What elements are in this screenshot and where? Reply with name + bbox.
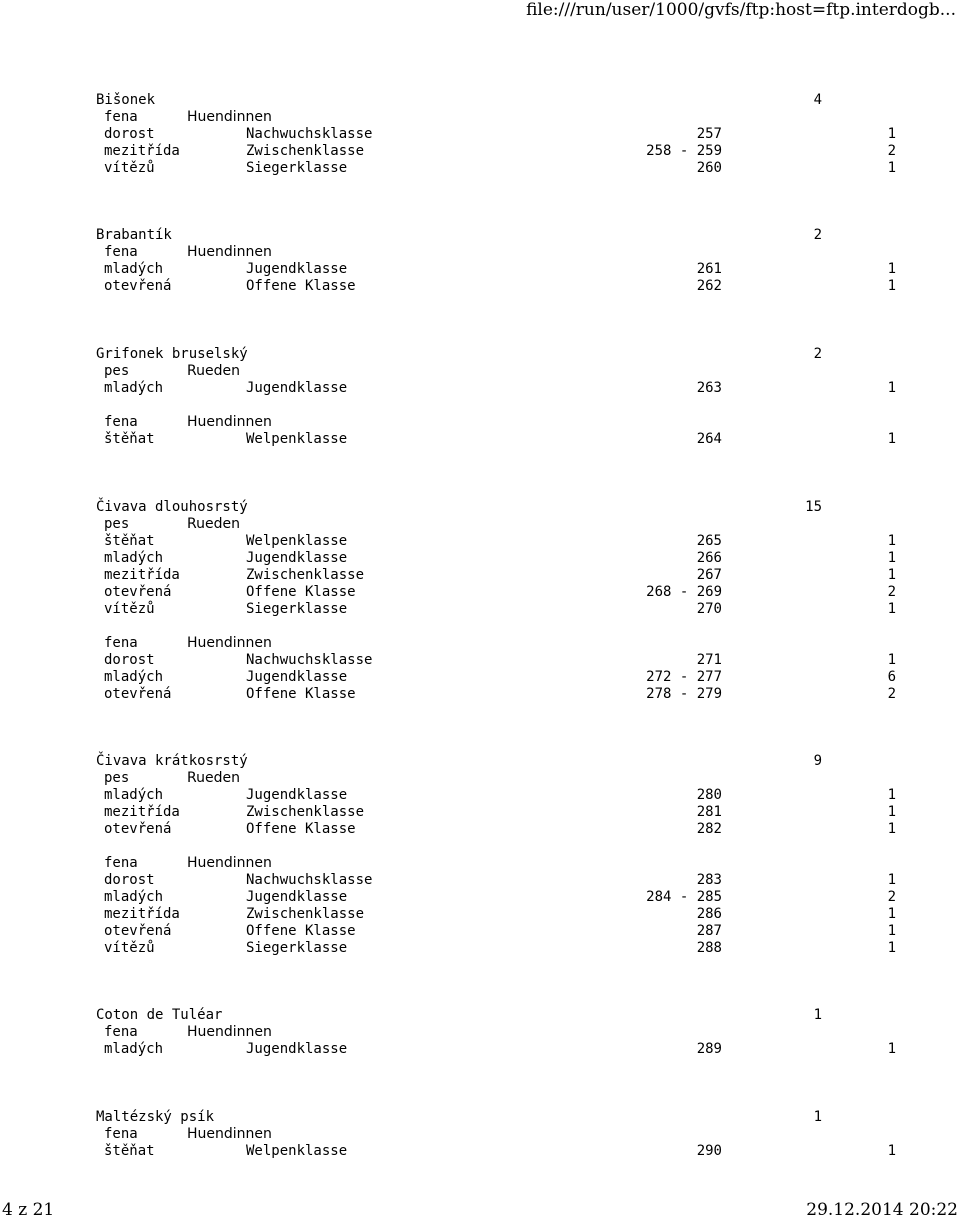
sex-header (0, 855, 960, 872)
class-name-cz: dorost (104, 126, 155, 142)
entry-count: 6 (887, 669, 896, 685)
breed-name: Maltézský psík (96, 1109, 215, 1125)
breed-header (0, 346, 960, 363)
catalog-numbers: 278 - 279 (646, 686, 722, 702)
catalog-numbers: 286 (696, 906, 722, 922)
catalog-numbers: 264 (696, 431, 722, 447)
catalog-numbers: 268 - 269 (646, 584, 722, 600)
breed-name: Brabantík (96, 227, 172, 243)
sex-label-de: Rueden (187, 363, 240, 379)
breed-header (0, 227, 960, 244)
class-row (0, 889, 960, 906)
catalog-numbers: 284 - 285 (646, 889, 722, 905)
catalog-numbers: 260 (696, 160, 722, 176)
class-name-de: Offene Klasse (246, 278, 356, 294)
breed-total: 4 (813, 92, 822, 108)
entry-count: 1 (887, 550, 896, 566)
sex-label-cz: fena (104, 1126, 138, 1142)
catalog-numbers: 263 (696, 380, 722, 396)
class-name-cz: mezitřída (104, 804, 180, 820)
breed-name: Čivava krátkosrstý (96, 753, 248, 769)
print-datetime: 29.12.2014 20:22 (806, 1200, 958, 1220)
breed-section (0, 346, 960, 448)
class-row (0, 261, 960, 278)
class-row (0, 940, 960, 957)
catalog-numbers: 282 (696, 821, 722, 837)
class-name-de: Offene Klasse (246, 821, 356, 837)
entry-count: 2 (887, 889, 896, 905)
sex-header (0, 635, 960, 652)
class-name-cz: mladých (104, 380, 164, 396)
class-row (0, 923, 960, 940)
entry-count: 1 (887, 906, 896, 922)
class-row (0, 160, 960, 177)
catalog-numbers: 270 (696, 601, 722, 617)
class-name-de: Jugendklasse (246, 669, 348, 685)
class-name-de: Offene Klasse (246, 923, 356, 939)
class-name-de: Jugendklasse (246, 380, 348, 396)
sex-label-cz: pes (104, 363, 130, 379)
page-url: file:///run/user/1000/gvfs/ftp:host=ftp.interdogb... (526, 0, 956, 20)
catalog-numbers: 290 (696, 1143, 722, 1159)
entry-count: 2 (887, 143, 896, 159)
catalog-numbers: 266 (696, 550, 722, 566)
sex-header (0, 516, 960, 533)
class-name-de: Nachwuchsklasse (246, 652, 373, 668)
class-name-cz: mladých (104, 669, 164, 685)
catalog-numbers: 267 (696, 567, 722, 583)
sex-label-cz: fena (104, 244, 138, 260)
catalog-numbers: 262 (696, 278, 722, 294)
class-row (0, 380, 960, 397)
catalog-numbers: 265 (696, 533, 722, 549)
sex-label-de: Huendinnen (187, 635, 272, 651)
breed-total: 1 (813, 1109, 822, 1125)
class-name-de: Zwischenklasse (246, 143, 365, 159)
breed-header (0, 1007, 960, 1024)
class-name-de: Zwischenklasse (246, 804, 365, 820)
entry-count: 2 (887, 686, 896, 702)
class-name-de: Offene Klasse (246, 686, 356, 702)
class-row (0, 804, 960, 821)
breed-name: Čivava dlouhosrstý (96, 499, 248, 515)
entry-count: 1 (887, 821, 896, 837)
catalog-numbers: 272 - 277 (646, 669, 722, 685)
class-row (0, 906, 960, 923)
class-name-cz: otevřená (104, 584, 172, 600)
breed-section (0, 92, 960, 177)
class-name-cz: mladých (104, 1041, 164, 1057)
class-row (0, 601, 960, 618)
sex-label-de: Huendinnen (187, 109, 272, 125)
class-name-cz: vítězů (104, 601, 155, 617)
breed-total: 2 (813, 346, 822, 362)
class-name-de: Siegerklasse (246, 160, 348, 176)
class-name-cz: mezitřída (104, 567, 180, 583)
catalog-numbers: 257 (696, 126, 722, 142)
catalog-numbers: 289 (696, 1041, 722, 1057)
class-name-cz: vítězů (104, 940, 155, 956)
class-row (0, 278, 960, 295)
sex-label-cz: pes (104, 770, 130, 786)
class-row (0, 821, 960, 838)
entry-count: 1 (887, 787, 896, 803)
class-row (0, 143, 960, 160)
class-row (0, 1143, 960, 1160)
sex-label-de: Huendinnen (187, 855, 272, 871)
catalog-numbers: 280 (696, 787, 722, 803)
sex-label-de: Huendinnen (187, 1024, 272, 1040)
entry-count: 1 (887, 380, 896, 396)
class-name-cz: mezitřída (104, 906, 180, 922)
class-name-cz: vítězů (104, 160, 155, 176)
class-name-cz: mladých (104, 550, 164, 566)
entry-count: 1 (887, 1041, 896, 1057)
class-name-cz: mezitřída (104, 143, 180, 159)
sex-label-cz: fena (104, 855, 138, 871)
entry-count: 1 (887, 126, 896, 142)
class-name-cz: mladých (104, 261, 164, 277)
breed-name: Coton de Tuléar (96, 1007, 223, 1023)
class-name-de: Nachwuchsklasse (246, 872, 373, 888)
entry-count: 1 (887, 940, 896, 956)
sex-label-de: Rueden (187, 516, 240, 532)
entry-count: 1 (887, 431, 896, 447)
catalog-numbers: 261 (696, 261, 722, 277)
class-name-de: Welpenklasse (246, 533, 348, 549)
sex-header (0, 1126, 960, 1143)
entry-count: 1 (887, 601, 896, 617)
sex-label-cz: fena (104, 635, 138, 651)
class-name-de: Siegerklasse (246, 601, 348, 617)
sex-label-de: Huendinnen (187, 414, 272, 430)
entry-count: 1 (887, 804, 896, 820)
class-row (0, 126, 960, 143)
class-row (0, 872, 960, 889)
sex-header (0, 363, 960, 380)
class-name-cz: otevřená (104, 923, 172, 939)
breed-total: 1 (813, 1007, 822, 1023)
class-name-cz: mladých (104, 889, 164, 905)
sex-header (0, 1024, 960, 1041)
entry-count: 1 (887, 567, 896, 583)
breed-name: Bišonek (96, 92, 156, 108)
sex-header (0, 770, 960, 787)
breed-section (0, 753, 960, 957)
class-name-de: Jugendklasse (246, 550, 348, 566)
class-name-de: Jugendklasse (246, 889, 348, 905)
class-row (0, 652, 960, 669)
class-name-de: Welpenklasse (246, 1143, 348, 1159)
entry-count: 1 (887, 533, 896, 549)
class-name-cz: dorost (104, 872, 155, 888)
catalog-numbers: 288 (696, 940, 722, 956)
class-row (0, 669, 960, 686)
class-row (0, 1041, 960, 1058)
class-row (0, 550, 960, 567)
class-row (0, 567, 960, 584)
class-row (0, 584, 960, 601)
entry-count: 1 (887, 278, 896, 294)
breed-header (0, 753, 960, 770)
class-name-de: Zwischenklasse (246, 906, 365, 922)
class-name-de: Nachwuchsklasse (246, 126, 373, 142)
breed-section (0, 227, 960, 295)
entry-count: 1 (887, 872, 896, 888)
class-name-cz: dorost (104, 652, 155, 668)
class-name-de: Zwischenklasse (246, 567, 365, 583)
class-name-de: Welpenklasse (246, 431, 348, 447)
sex-label-de: Rueden (187, 770, 240, 786)
breed-section (0, 1007, 960, 1058)
class-row (0, 686, 960, 703)
sex-header (0, 414, 960, 431)
breed-total: 15 (805, 499, 822, 515)
breed-header (0, 1109, 960, 1126)
class-name-de: Siegerklasse (246, 940, 348, 956)
class-name-cz: štěňat (104, 431, 155, 447)
entry-count: 1 (887, 160, 896, 176)
breed-name: Grifonek bruselský (96, 346, 248, 362)
breed-total: 9 (813, 753, 822, 769)
class-row (0, 431, 960, 448)
sex-label-cz: fena (104, 1024, 138, 1040)
sex-label-cz: fena (104, 109, 138, 125)
catalog-numbers: 258 - 259 (646, 143, 722, 159)
breed-header (0, 499, 960, 516)
catalog-numbers: 271 (696, 652, 722, 668)
class-name-cz: otevřená (104, 278, 172, 294)
class-row (0, 533, 960, 550)
class-name-de: Offene Klasse (246, 584, 356, 600)
class-name-de: Jugendklasse (246, 261, 348, 277)
page-number: 4 z 21 (2, 1200, 55, 1220)
class-name-de: Jugendklasse (246, 787, 348, 803)
sex-label-cz: fena (104, 414, 138, 430)
breed-section (0, 1109, 960, 1160)
class-name-cz: mladých (104, 787, 164, 803)
entry-count: 1 (887, 1143, 896, 1159)
class-name-cz: štěňat (104, 533, 155, 549)
entry-count: 1 (887, 261, 896, 277)
sex-header (0, 109, 960, 126)
sex-label-cz: pes (104, 516, 130, 532)
catalog-numbers: 287 (696, 923, 722, 939)
breed-total: 2 (813, 227, 822, 243)
sex-label-de: Huendinnen (187, 1126, 272, 1142)
class-name-cz: štěňat (104, 1143, 155, 1159)
class-name-de: Jugendklasse (246, 1041, 348, 1057)
entry-count: 1 (887, 923, 896, 939)
sex-header (0, 244, 960, 261)
catalog-numbers: 281 (696, 804, 722, 820)
catalog-numbers: 283 (696, 872, 722, 888)
breed-section (0, 499, 960, 703)
entry-count: 1 (887, 652, 896, 668)
class-row (0, 787, 960, 804)
class-name-cz: otevřená (104, 821, 172, 837)
entry-count: 2 (887, 584, 896, 600)
class-name-cz: otevřená (104, 686, 172, 702)
sex-label-de: Huendinnen (187, 244, 272, 260)
breed-header (0, 92, 960, 109)
